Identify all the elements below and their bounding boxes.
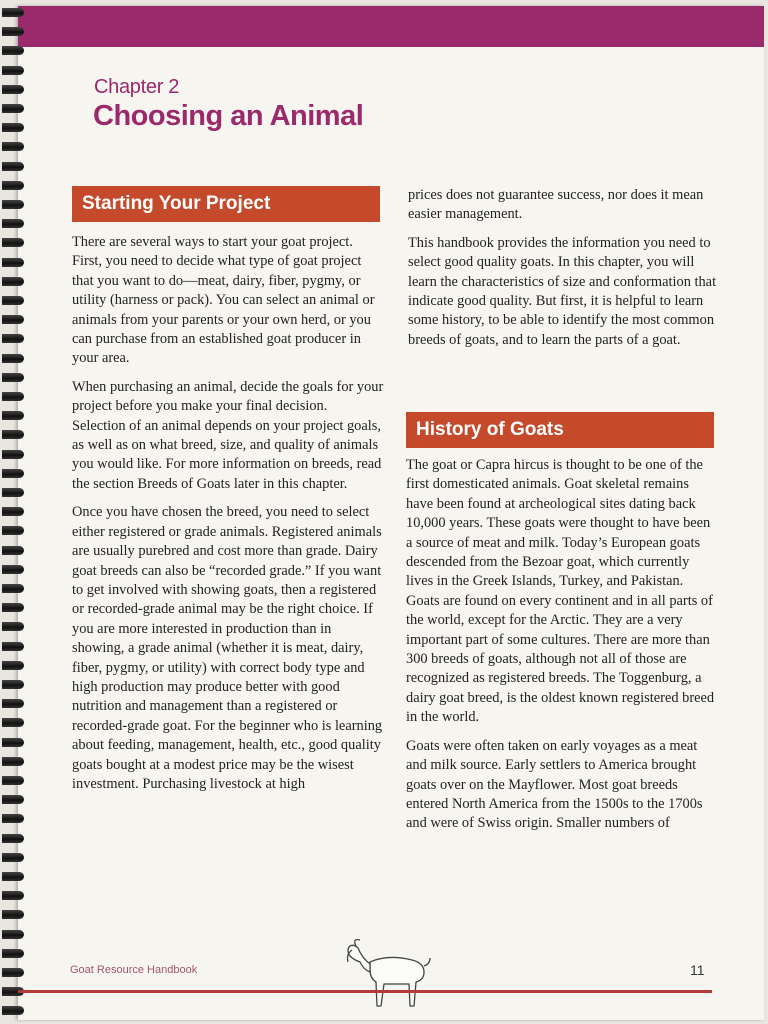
binding-ring [2,642,24,651]
binding-ring [2,699,24,708]
binding-ring [2,776,24,785]
spiral-binding [0,0,28,1024]
binding-ring [2,565,24,574]
history-text [406,456,718,843]
binding-ring [2,85,24,94]
binding-ring [2,258,24,267]
binding-ring [2,738,24,747]
binding-ring [2,853,24,862]
binding-ring [2,757,24,766]
binding-ring [2,104,24,113]
binding-ring [2,354,24,363]
paragraph: Goats were often taken on early voyages as a meat and milk source. Early settlers to America brought goats over on the Mayflower. Most goat breeds entered North America from the 1500s to the 1700s and were of Swiss origin. Smaller numbers of [406,737,703,832]
paragraph: The goat or Capra hircus is thought to be one of the first domesticated animals. Goat skeletal remains have been found at archeological sites dating back 10,000 years. These goats were thought to have been a source of meat and milk. Today’s European goats descended from the Bezoar goat, which currently lives in the Greek Islands, Turkey, and Pakistan. Goats are found on every continent and in all parts of the world, except for the Arctic. They are a very important part of some cultures. There are more than 300 breeds of goats, although not all of those are recognized as registered breeds. The Toggenburg, a dairy goat breed, is the oldest known registered breed in the world. [406,457,715,726]
binding-ring [2,200,24,209]
binding-ring [2,910,24,919]
binding-ring [2,46,24,55]
paragraph: prices does not guarantee success, nor does it mean easier management. [408,187,704,223]
binding-ring [2,526,24,535]
binding-ring [2,123,24,132]
binding-ring [2,219,24,228]
section-heading-starting-project: Starting Your Project [72,186,380,222]
binding-ring [2,27,24,36]
binding-ring [2,1006,24,1015]
binding-ring [2,162,24,171]
binding-ring [2,238,24,247]
binding-ring [2,450,24,459]
section-heading-history: History of Goats [406,412,714,448]
binding-ring [2,603,24,612]
footer-rule [18,990,712,993]
binding-ring [2,507,24,516]
chapter-label: Chapter 2 [94,76,180,98]
binding-ring [2,680,24,689]
header-band [18,6,764,47]
binding-ring [2,8,24,17]
binding-ring [2,334,24,343]
binding-ring [2,469,24,478]
binding-ring [2,795,24,804]
paragraph: There are several ways to start your goat project. First, you need to decide what type of goat project that you want to do—meat, dairy, fiber, pygmy, or utility (harness or pack). You can select an animal or animals from your parents or your own herd, or you can purchase from an established goat producer in your area. [72,234,375,367]
binding-ring [2,142,24,151]
starting-project-text [72,233,384,803]
binding-ring [2,949,24,958]
binding-ring [2,814,24,823]
paragraph: Once you have chosen the breed, you need to select either registered or grade animals. Registered animals are usually purebred and cost more than grade. Dairy goat breeds can also be “recorded grade.” If you want to get involved with showing goats, then a registered or recorded-grade animal may be the right choice. If you are more interested in production than in showing, a grade animal (whether it is meat, dairy, fiber, pygmy, or utility) with correct body type and high production may produce better with good nutrition and management than a registered or recorded-grade goat. For the beginner who is learning about feeding, management, health, etc., good quality goats bought at a modest price may be the wisest investment. Purchasing livestock at high [72,504,383,792]
binding-ring [2,968,24,977]
chapter-title: Choosing an Animal [93,100,364,132]
binding-ring [2,411,24,420]
page-number: 11 [690,962,705,978]
goat-illustration-icon [340,936,432,1010]
binding-ring [2,66,24,75]
binding-ring [2,392,24,401]
binding-ring [2,373,24,382]
footer-title: Goat Resource Handbook [70,964,198,976]
binding-ring [2,277,24,286]
binding-ring [2,872,24,881]
paragraph: This handbook provides the information you need to select good quality goats. In this chapter, you will learn the characteristics of size and conformation that indicate good quality. But first, it is helpful to learn some history, to be able to identify the most common breeds of goats, and to learn the parts of a goat. [408,234,717,348]
binding-ring [2,891,24,900]
binding-ring [2,430,24,439]
binding-ring [2,622,24,631]
binding-ring [2,315,24,324]
binding-ring [2,488,24,497]
binding-ring [2,718,24,727]
paragraph: When purchasing an animal, decide the goals for your project before you make your final decision. Selection of an animal depends on your project goals, as well as on what breed, size, and quality of animals you would like. For more information on breeds, read the section Breeds of Goats later in this chapter. [72,378,384,492]
binding-ring [2,181,24,190]
binding-ring [2,930,24,939]
starting-project-continued [408,186,720,359]
binding-ring [2,661,24,670]
binding-ring [2,546,24,555]
binding-ring [2,834,24,843]
binding-ring [2,584,24,593]
binding-ring [2,296,24,305]
